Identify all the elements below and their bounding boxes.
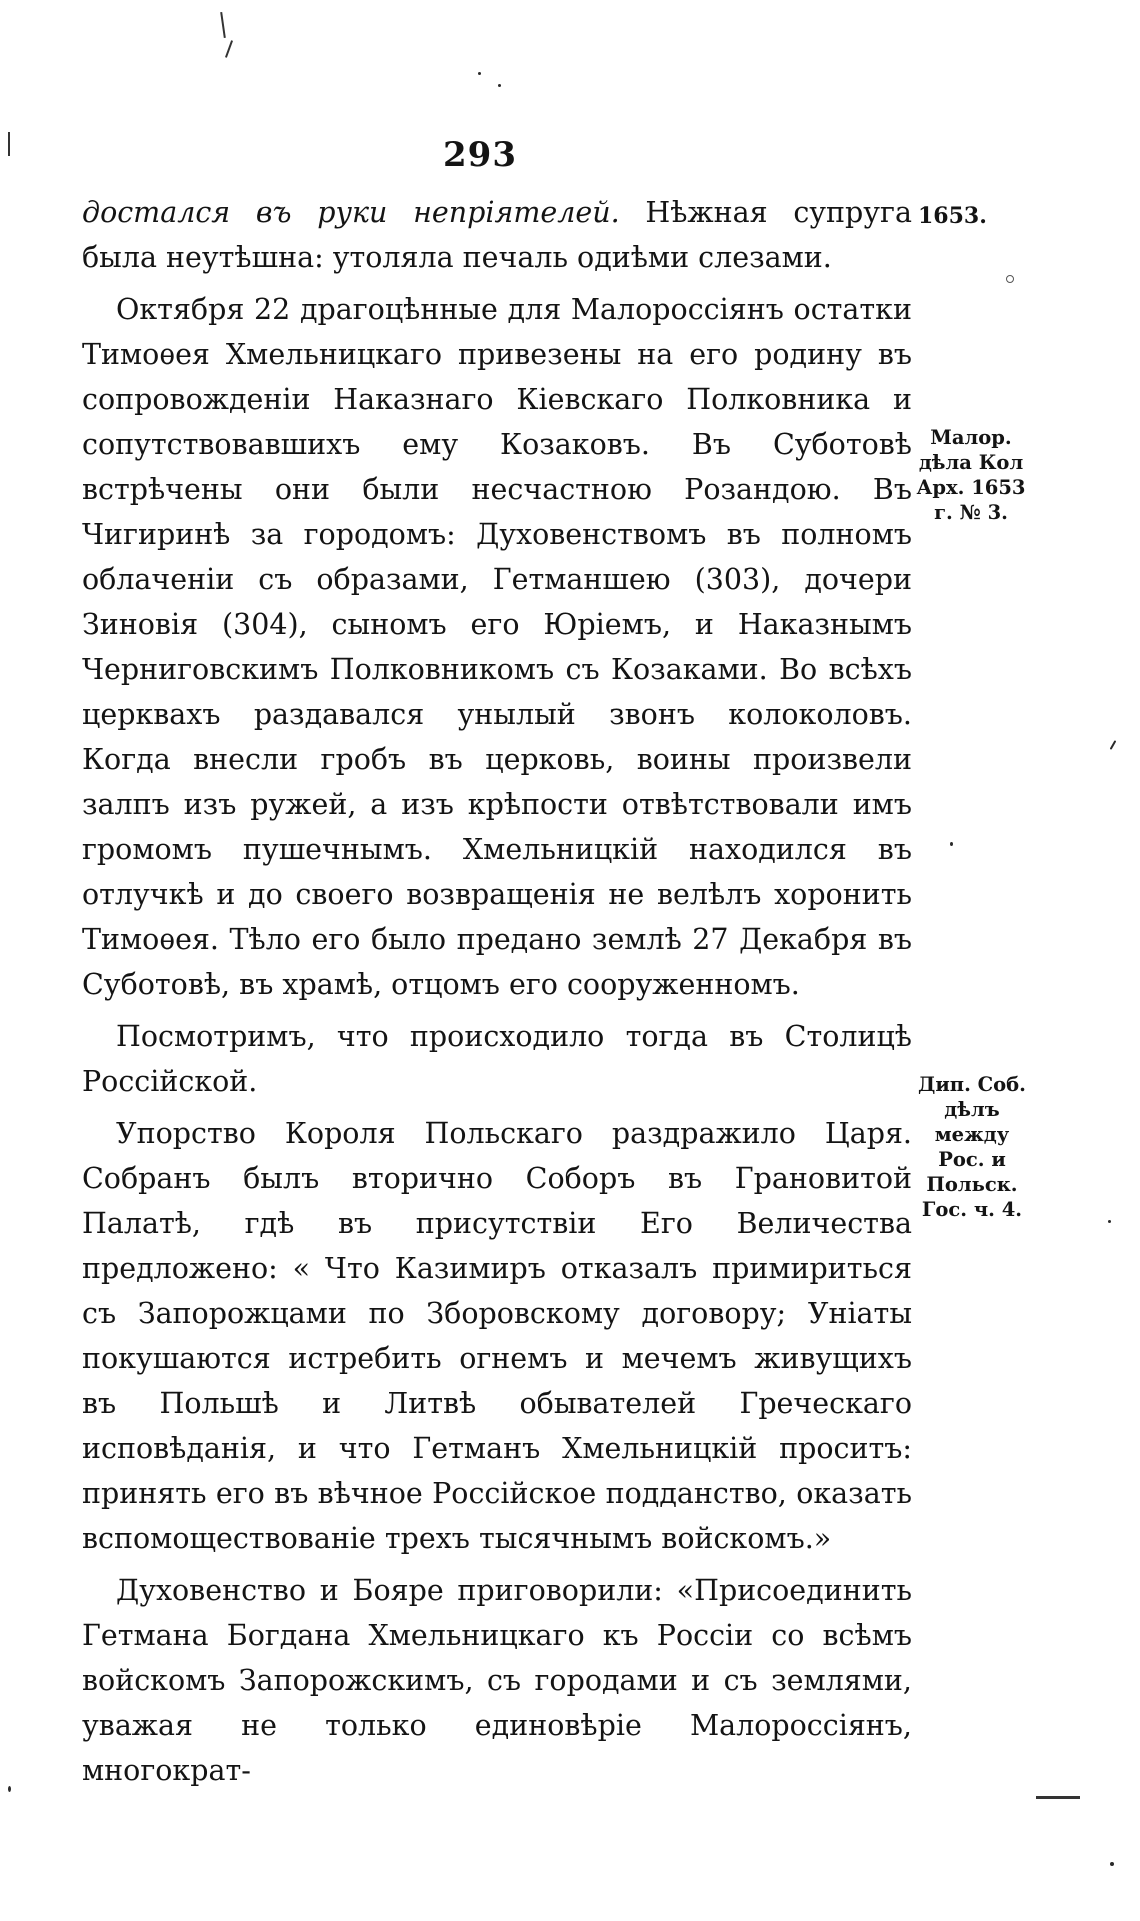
paragraph-5: Духовенство и Бояре приговорили: «Присоединить Гетмана Богдана Хмельницкаго къ Россіи со всѣмъ войскомъ Запорожскимъ, съ городами и съ землями, уважая не только единовѣріе Малороссіянъ, многократ-	[82, 1574, 912, 1787]
scan-mark	[1036, 1796, 1080, 1799]
paragraph-1	[82, 190, 912, 280]
margin-note-diplomatic-reference: Дип. Соб. дѣлъ между Рос. и Польск. Гос. ч. 4.	[918, 1073, 1026, 1221]
scan-speck	[1110, 1862, 1114, 1866]
scan-speck	[1108, 1220, 1111, 1223]
margin-note-archive-reference: Малор. дѣла Кол Арх. 1653 г. № 3.	[916, 426, 1026, 524]
paragraph-3: Посмотримъ, что происходило тогда въ Столицѣ Россійской.	[82, 1020, 912, 1098]
scan-speck	[1110, 740, 1117, 750]
scan-speck	[8, 1786, 11, 1792]
margin-note-year: 1653.	[918, 203, 987, 229]
body-text	[82, 190, 912, 1800]
scan-speck	[950, 842, 953, 846]
scan-mark	[225, 40, 233, 58]
paragraph-1-lead: достался въ руки непріятелей.	[82, 196, 620, 229]
scan-speck	[1006, 275, 1014, 283]
paragraph-2: Октября 22 драгоцѣнные для Малороссіянъ остатки Тимоѳея Хмельницкаго привезены на его родину въ сопровожденіи Наказнаго Кіевскаго Полковника и сопутствовавшихъ ему Козаковъ. Въ Суботовѣ встрѣчены они были несчастною Розандою. Въ Чигиринѣ за городомъ: Духовенствомъ въ полномъ облаченіи съ образами, Гетманшею (303), дочери Зиновія (304), сыномъ его Юріемъ, и Наказнымъ Черниговскимъ Полковникомъ съ Козаками. Во всѣхъ церквахъ раздавался унылый звонъ колоколовъ. Когда внесли гробъ въ церковь, воины произвели залпъ изъ ружей, а изъ крѣпости отвѣтствовали имъ громомъ пушечнымъ. Хмельницкій находился въ отлучкѣ и до своего возвращенія не велѣлъ хоронить Тимоѳея. Тѣло его было предано землѣ 27 Декабря въ Суботовѣ, въ храмѣ, отцомъ его сооруженномъ.	[82, 293, 912, 1001]
scan-speck	[498, 84, 501, 87]
scan-mark	[220, 12, 226, 38]
paragraph-4: Упорство Короля Польскаго раздражило Царя. Собранъ былъ вторично Соборъ въ Грановитой Палатѣ, гдѣ въ присутствіи Его Величества предложено: « Что Казимиръ отказалъ примириться съ Запорожцами по Зборовскому договору; Уніаты покушаются истребить огнемъ и мечемъ живущихъ въ Польшѣ и Литвѣ обывателей Греческаго исповѣданія, и что Гетманъ Хмельницкій проситъ: принять его въ вѣчное Россійское подданство, оказать вспомоществованіе трехъ тысячнымъ войскомъ.»	[82, 1117, 912, 1555]
scan-mark	[8, 132, 10, 156]
page-number: 293	[443, 135, 517, 175]
scan-speck	[478, 72, 481, 75]
paragraph-1-text: Нѣжная супруга была неутѣшна: утоляла печаль одиѣми слезами.	[82, 196, 912, 274]
